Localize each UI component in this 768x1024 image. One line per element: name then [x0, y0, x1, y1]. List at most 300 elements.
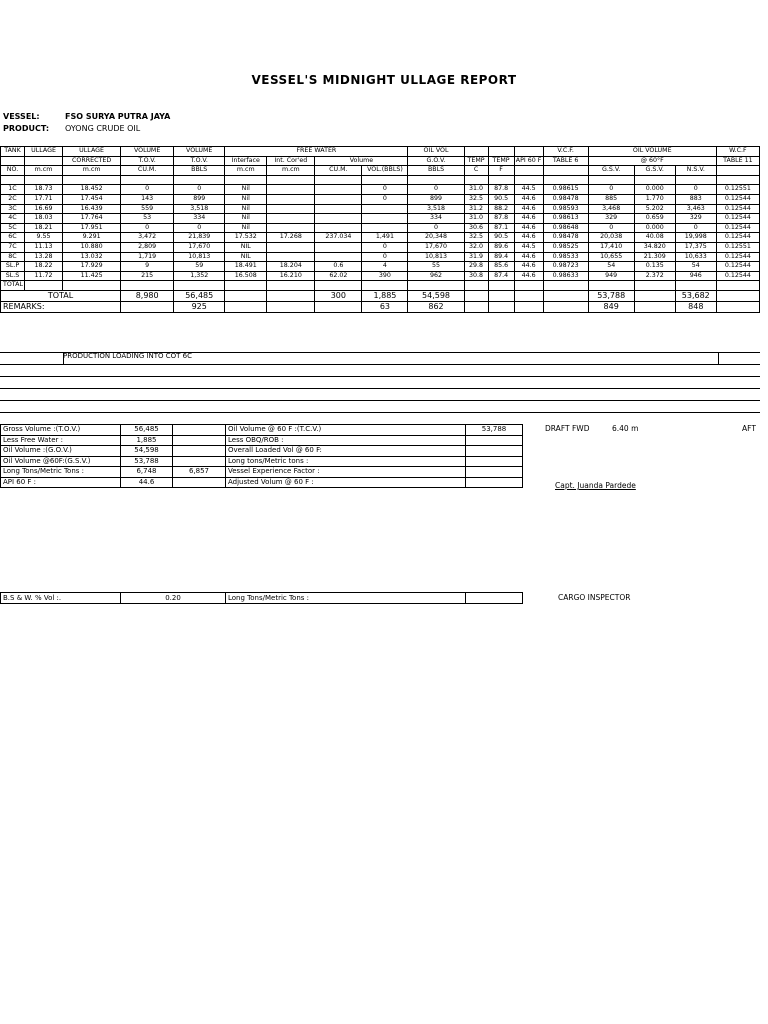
table-cell: 19,998	[675, 233, 716, 243]
table-cell: 44.6	[514, 223, 543, 233]
table-cell: Nil	[225, 214, 267, 224]
table-cell: 32.5	[464, 233, 488, 243]
bsw-label2: Long Tons/Metric Tons :	[226, 593, 466, 604]
table-cell	[634, 281, 675, 291]
header-cell: BBLS	[174, 166, 225, 176]
table-cell	[174, 281, 225, 291]
total-tov-bbls: 56,485	[174, 290, 225, 301]
table-cell: 0.98633	[543, 271, 588, 281]
table-cell: 13.032	[63, 252, 121, 262]
table-row	[1, 252, 760, 262]
header-cell: G.S.V.	[634, 166, 675, 176]
divider-line	[0, 364, 760, 365]
table-cell: 0.12544	[716, 262, 759, 272]
table-cell: 18.21	[25, 223, 63, 233]
header-row-2	[1, 156, 760, 166]
table-cell: 18.73	[25, 185, 63, 195]
table-cell: 30.6	[464, 223, 488, 233]
table-cell: 0.000	[634, 223, 675, 233]
table-cell: 17.71	[25, 194, 63, 204]
table-cell	[362, 223, 408, 233]
table-cell: NIL	[225, 252, 267, 262]
table-cell	[315, 185, 362, 195]
table-cell	[267, 185, 315, 195]
table-cell	[267, 204, 315, 214]
header-cell: FREE WATER	[225, 147, 408, 157]
table-cell: 0.12551	[716, 185, 759, 195]
table-cell: Nil	[225, 204, 267, 214]
header-cell: F	[488, 166, 514, 176]
tank-id-cell: 5C	[1, 223, 25, 233]
table-cell	[267, 281, 315, 291]
header-cell: T.O.V.	[121, 156, 174, 166]
bsw-table	[0, 592, 523, 604]
header-cell: m.cm	[267, 166, 315, 176]
table-cell: 0	[588, 223, 634, 233]
table-cell: 0.12551	[716, 242, 759, 252]
summary-label: Long Tons/Metric Tons :	[1, 467, 121, 478]
header-cell	[25, 156, 63, 166]
table-cell: 21,839	[174, 233, 225, 243]
table-cell: 1,719	[121, 252, 174, 262]
table-cell: 0.12544	[716, 233, 759, 243]
vessel-line	[3, 112, 170, 121]
table-cell: 16.69	[25, 204, 63, 214]
summary-value: 1,885	[121, 435, 173, 446]
table-cell	[25, 281, 63, 291]
table-cell: 0.98723	[543, 262, 588, 272]
table-cell	[362, 281, 408, 291]
table-cell: 0	[362, 252, 408, 262]
table-cell: 5.202	[634, 204, 675, 214]
table-cell: 62.02	[315, 271, 362, 281]
table-cell: 44.6	[514, 233, 543, 243]
table-cell	[267, 242, 315, 252]
table-cell: 87.4	[488, 271, 514, 281]
summary-row	[1, 435, 523, 446]
table-cell: 89.4	[488, 252, 514, 262]
summary-label: API 60 F :	[1, 477, 121, 488]
tank-id-cell: TOTAL	[1, 281, 25, 291]
summary-label: Oil Volume @ 60 F :(T.C.V.)	[226, 425, 466, 436]
table-cell: 13.28	[25, 252, 63, 262]
bsw-value2	[466, 593, 523, 604]
tank-id-cell: 2C	[1, 194, 25, 204]
header-cell: NO.	[1, 166, 25, 176]
tank-id-cell: 4C	[1, 214, 25, 224]
header-cell: m.cm	[25, 166, 63, 176]
table-cell	[464, 281, 488, 291]
tank-id-cell: 8C	[1, 252, 25, 262]
header-cell: VOLUME	[174, 147, 225, 157]
header-cell: Interface	[225, 156, 267, 166]
table-cell: 946	[675, 271, 716, 281]
table-cell	[315, 281, 362, 291]
table-cell: 17.929	[63, 262, 121, 272]
summary-value: 53,788	[466, 425, 523, 436]
summary-value: 53,788	[121, 456, 173, 467]
table-cell: 0	[362, 194, 408, 204]
header-cell: TABLE 11	[716, 156, 759, 166]
table-cell: 18.22	[25, 262, 63, 272]
divider-line	[0, 412, 760, 413]
table-cell: 87.1	[488, 223, 514, 233]
table-cell: 949	[588, 271, 634, 281]
header-cell: CU.M.	[315, 166, 362, 176]
table-cell: 90.5	[488, 194, 514, 204]
total-gov: 54,598	[408, 290, 464, 301]
header-cell: ULLAGE	[25, 147, 63, 157]
total-row	[1, 290, 760, 301]
table-cell: 0.000	[634, 185, 675, 195]
table-cell: 2,809	[121, 242, 174, 252]
table-cell: 0	[121, 223, 174, 233]
vessel-value: FSO SURYA PUTRA JAYA	[65, 112, 171, 121]
table-cell: 44.6	[514, 262, 543, 272]
table-cell: 54	[675, 262, 716, 272]
aft-label: AFT	[742, 424, 756, 433]
table-cell: 1,491	[362, 233, 408, 243]
tank-id-cell: SL.S	[1, 271, 25, 281]
table-cell	[543, 281, 588, 291]
summary-row	[1, 446, 523, 457]
table-cell: 11.72	[25, 271, 63, 281]
table-row	[1, 204, 760, 214]
header-cell: Int. Cor'ed	[267, 156, 315, 166]
table-cell: 0.12544	[716, 214, 759, 224]
summary-value: 6,748	[121, 467, 173, 478]
table-cell: 85.6	[488, 262, 514, 272]
table-cell: 0.12544	[716, 271, 759, 281]
table-cell: 16.508	[225, 271, 267, 281]
bsw-row	[1, 593, 523, 604]
summary-value	[466, 456, 523, 467]
summary-value	[466, 435, 523, 446]
header-cell	[464, 147, 488, 157]
summary-value	[173, 446, 226, 457]
table-cell: 0.98478	[543, 194, 588, 204]
table-cell: 17.268	[267, 233, 315, 243]
table-cell: 32.0	[464, 242, 488, 252]
table-cell: 59	[174, 262, 225, 272]
table-cell: 32.5	[464, 194, 488, 204]
product-line	[3, 124, 140, 133]
vessel-label: VESSEL:	[3, 112, 40, 121]
divider-line	[0, 388, 760, 389]
header-cell: TEMP	[488, 156, 514, 166]
summary-row	[1, 456, 523, 467]
table-cell: 334	[174, 214, 225, 224]
table-cell: 0.135	[634, 262, 675, 272]
table-cell: 885	[588, 194, 634, 204]
table-cell	[315, 242, 362, 252]
table-cell: 44.6	[514, 214, 543, 224]
table-cell	[362, 204, 408, 214]
summary-value	[173, 435, 226, 446]
summary-table	[0, 424, 523, 488]
table-cell: 18.204	[267, 262, 315, 272]
report-title: VESSEL'S MIDNIGHT ULLAGE REPORT	[251, 73, 517, 87]
table-cell: 21.309	[634, 252, 675, 262]
table-cell: 9.291	[63, 233, 121, 243]
header-cell: VOLUME	[121, 147, 174, 157]
table-cell: 0.12544	[716, 194, 759, 204]
header-cell: m.cm	[225, 166, 267, 176]
summary-value	[173, 425, 226, 436]
table-cell: 54	[588, 262, 634, 272]
header-row-1	[1, 147, 760, 157]
table-cell: Nil	[225, 185, 267, 195]
table-cell: Nil	[225, 223, 267, 233]
table-cell	[63, 281, 121, 291]
table-cell: 215	[121, 271, 174, 281]
table-cell	[588, 281, 634, 291]
table-cell: 40.08	[634, 233, 675, 243]
table-cell: 3,472	[121, 233, 174, 243]
summary-value	[466, 467, 523, 478]
remarks-label: REMARKS:	[1, 301, 121, 312]
header-cell: ULLAGE	[63, 147, 121, 157]
table-cell: 329	[675, 214, 716, 224]
table-cell: 10,633	[675, 252, 716, 262]
table-cell: 10,813	[408, 252, 464, 262]
header-cell	[514, 147, 543, 157]
header-cell: OIL VOLUME	[588, 147, 716, 157]
header-cell: CU.M.	[121, 166, 174, 176]
table-cell	[315, 223, 362, 233]
table-cell: 0	[408, 223, 464, 233]
table-cell: 87.8	[488, 185, 514, 195]
header-cell: Volume	[315, 156, 408, 166]
total-fw-bbls: 1,885	[362, 290, 408, 301]
table-cell: 0.6	[315, 262, 362, 272]
table-row	[1, 194, 760, 204]
header-cell: G.O.V.	[408, 156, 464, 166]
table-cell: 9.55	[25, 233, 63, 243]
table-cell: 899	[174, 194, 225, 204]
cargo-inspector-label: CARGO INSPECTOR	[558, 593, 631, 602]
table-row	[1, 185, 760, 195]
bsw-value: 0.20	[121, 593, 226, 604]
tank-id-cell: 1C	[1, 185, 25, 195]
total-tov-cum: 8,980	[121, 290, 174, 301]
table-cell	[315, 214, 362, 224]
table-cell: 883	[675, 194, 716, 204]
header-row-3	[1, 166, 760, 176]
divider-line	[0, 400, 760, 401]
table-cell: 0.12544	[716, 223, 759, 233]
table-cell: 17.454	[63, 194, 121, 204]
table-cell: 0.98525	[543, 242, 588, 252]
remarks-gov: 862	[408, 301, 464, 312]
table-cell	[225, 281, 267, 291]
tank-id-cell: 6C	[1, 233, 25, 243]
tank-id-cell: 3C	[1, 204, 25, 214]
table-cell	[315, 252, 362, 262]
summary-value	[466, 446, 523, 457]
table-cell: 53	[121, 214, 174, 224]
header-cell: m.cm	[63, 166, 121, 176]
table-cell: 44.6	[514, 194, 543, 204]
table-cell	[315, 194, 362, 204]
table-cell: 329	[588, 214, 634, 224]
table-row	[1, 271, 760, 281]
remarks-tov-bbls: 925	[174, 301, 225, 312]
table-cell	[408, 281, 464, 291]
remarks-fw-bbls: 63	[362, 301, 408, 312]
draft-label: DRAFT FWD	[545, 424, 590, 433]
summary-label: Overall Loaded Vol @ 60 F:	[226, 446, 466, 457]
table-cell: 0.98648	[543, 223, 588, 233]
table-cell	[514, 281, 543, 291]
table-cell: 20,348	[408, 233, 464, 243]
table-row	[1, 262, 760, 272]
table-cell: 0.98613	[543, 214, 588, 224]
table-cell: 18.491	[225, 262, 267, 272]
table-cell: 143	[121, 194, 174, 204]
summary-label: Less OBQ/ROB :	[226, 435, 466, 446]
table-cell: 89.6	[488, 242, 514, 252]
summary-label: Gross Volume :(T.O.V.)	[1, 425, 121, 436]
table-cell	[267, 223, 315, 233]
table-cell: 0	[121, 185, 174, 195]
table-cell: 17.532	[225, 233, 267, 243]
table-cell: 11.425	[63, 271, 121, 281]
table-cell: 87.8	[488, 214, 514, 224]
table-cell: 17,375	[675, 242, 716, 252]
table-cell: 31.2	[464, 204, 488, 214]
table-cell: 44.5	[514, 242, 543, 252]
table-cell: 334	[408, 214, 464, 224]
table-cell: NIL	[225, 242, 267, 252]
summary-label: Vessel Experience Factor :	[226, 467, 466, 478]
summary-value: 56,485	[121, 425, 173, 436]
summary-value: 6,857	[173, 467, 226, 478]
header-cell	[514, 166, 543, 176]
header-cell: TEMP	[464, 156, 488, 166]
table-cell: 0.98593	[543, 204, 588, 214]
table-cell: 16.210	[267, 271, 315, 281]
header-cell: CORRECTED	[63, 156, 121, 166]
table-cell: 29.8	[464, 262, 488, 272]
total-fw-cum: 300	[315, 290, 362, 301]
table-cell: 34.820	[634, 242, 675, 252]
table-cell: 16.439	[63, 204, 121, 214]
tank-id-cell: SL.P	[1, 262, 25, 272]
ullage-table	[0, 146, 760, 313]
table-cell: 559	[121, 204, 174, 214]
summary-value: 54,598	[121, 446, 173, 457]
table-cell: 10,813	[174, 252, 225, 262]
table-cell: 3,518	[408, 204, 464, 214]
table-cell: 0.12544	[716, 252, 759, 262]
table-cell: 0.98478	[543, 233, 588, 243]
table-cell	[121, 281, 174, 291]
table-cell: 899	[408, 194, 464, 204]
table-row	[1, 233, 760, 243]
header-cell: VOL.(BBLS)	[362, 166, 408, 176]
table-cell: 0.98533	[543, 252, 588, 262]
table-cell	[267, 214, 315, 224]
table-row	[1, 281, 760, 291]
table-cell: 44.5	[514, 185, 543, 195]
table-cell	[362, 214, 408, 224]
table-cell: Nil	[225, 194, 267, 204]
table-cell	[488, 281, 514, 291]
remarks-nsv: 848	[675, 301, 716, 312]
header-cell: OIL VOL	[408, 147, 464, 157]
table-cell: 0	[675, 223, 716, 233]
table-cell: 44.6	[514, 271, 543, 281]
table-cell: 55	[408, 262, 464, 272]
header-cell	[1, 156, 25, 166]
table-cell: 237.034	[315, 233, 362, 243]
table-cell: 18.452	[63, 185, 121, 195]
table-cell: 4	[362, 262, 408, 272]
table-cell: 1.770	[634, 194, 675, 204]
header-cell: @ 60°F	[588, 156, 716, 166]
table-cell: 10.880	[63, 242, 121, 252]
table-cell: 11.13	[25, 242, 63, 252]
header-cell	[543, 166, 588, 176]
table-cell: 17,670	[174, 242, 225, 252]
table-cell: 17,670	[408, 242, 464, 252]
draft-value: 6.40 m	[612, 424, 639, 433]
summary-label: Less Free Water :	[1, 435, 121, 446]
header-cell: G.S.V.	[588, 166, 634, 176]
table-cell	[267, 194, 315, 204]
table-cell: 10,655	[588, 252, 634, 262]
table-cell: 44.6	[514, 204, 543, 214]
table-cell	[267, 252, 315, 262]
summary-value	[173, 477, 226, 488]
summary-label: Oil Volume @60F:(G.S.V.)	[1, 456, 121, 467]
summary-value: 44.6	[121, 477, 173, 488]
divider-line	[0, 376, 760, 377]
table-cell: 1,352	[174, 271, 225, 281]
table-cell: 17.764	[63, 214, 121, 224]
table-cell: 31.9	[464, 252, 488, 262]
header-cell: V.C.F.	[543, 147, 588, 157]
summary-value	[173, 456, 226, 467]
table-cell: 0	[362, 242, 408, 252]
table-cell: 3,518	[174, 204, 225, 214]
total-nsv: 53,682	[675, 290, 716, 301]
table-cell: 0	[408, 185, 464, 195]
table-cell: 17.951	[63, 223, 121, 233]
table-cell: 0	[588, 185, 634, 195]
header-cell: C	[464, 166, 488, 176]
table-cell	[716, 281, 759, 291]
table-cell: 31.0	[464, 185, 488, 195]
total-label: TOTAL	[1, 290, 121, 301]
table-cell: 962	[408, 271, 464, 281]
header-cell: TABLE 6	[543, 156, 588, 166]
summary-label: Long tons/Metric tons :	[226, 456, 466, 467]
table-cell: 3,463	[675, 204, 716, 214]
table-cell	[315, 204, 362, 214]
table-cell: 0.659	[634, 214, 675, 224]
tank-id-cell: 7C	[1, 242, 25, 252]
header-cell: N.S.V.	[675, 166, 716, 176]
table-row	[1, 214, 760, 224]
header-cell: T.O.V.	[174, 156, 225, 166]
total-gsv: 53,788	[588, 290, 634, 301]
header-cell: API 60 F	[514, 156, 543, 166]
table-cell: 30.8	[464, 271, 488, 281]
header-cell: TANK	[1, 147, 25, 157]
header-cell	[716, 166, 759, 176]
